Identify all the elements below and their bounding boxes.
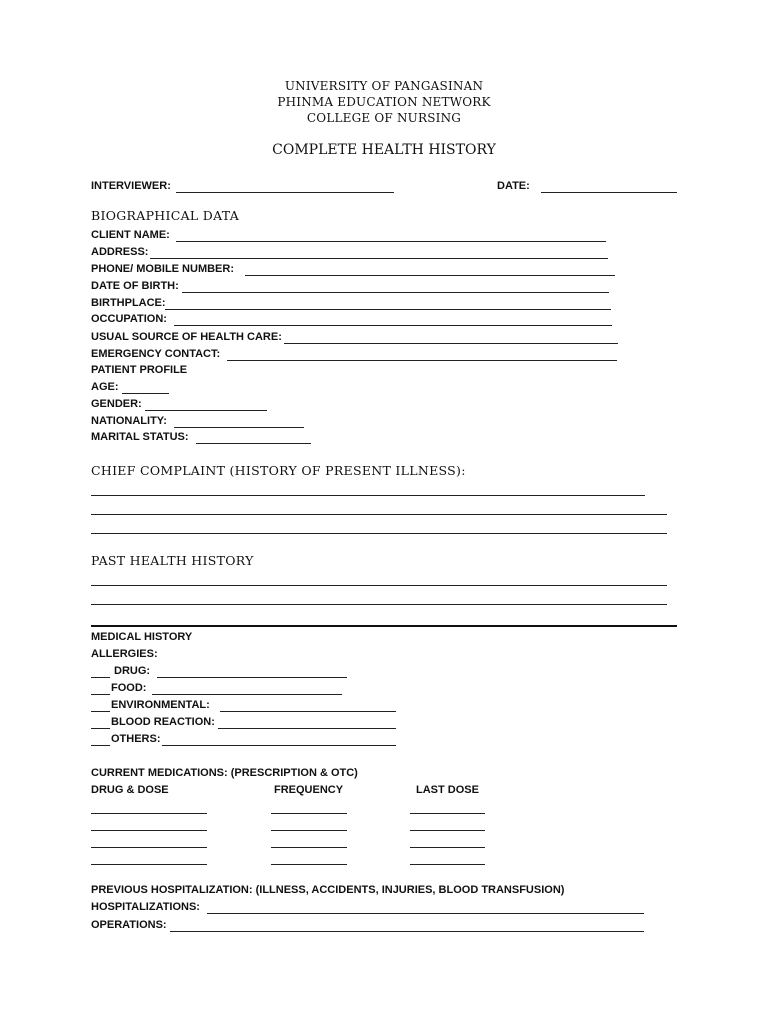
hospitalizations-field[interactable] bbox=[207, 913, 644, 914]
drug-allergy-field[interactable] bbox=[157, 677, 347, 678]
blood-reaction-label: BLOOD REACTION: bbox=[111, 716, 215, 728]
emergency-contact-field[interactable] bbox=[227, 360, 617, 361]
address-field[interactable] bbox=[150, 258, 608, 259]
blood-reaction-checkbox[interactable] bbox=[91, 728, 110, 729]
last-dose-field[interactable] bbox=[410, 847, 485, 848]
frequency-field[interactable] bbox=[271, 847, 347, 848]
client-name-label: CLIENT NAME: bbox=[91, 229, 170, 241]
date-field[interactable] bbox=[541, 192, 677, 193]
section-divider bbox=[91, 625, 677, 627]
drug-dose-field[interactable] bbox=[91, 864, 207, 865]
others-allergy-field[interactable] bbox=[162, 745, 396, 746]
phone-label: PHONE/ MOBILE NUMBER: bbox=[91, 263, 234, 275]
food-allergy-checkbox[interactable] bbox=[91, 694, 110, 695]
drug-dose-field[interactable] bbox=[91, 830, 207, 831]
birthplace-field[interactable] bbox=[165, 309, 611, 310]
nationality-label: NATIONALITY: bbox=[91, 415, 167, 427]
medical-history-label: MEDICAL HISTORY bbox=[91, 631, 193, 643]
phone-field[interactable] bbox=[245, 275, 615, 276]
network-name: PHINMA EDUCATION NETWORK bbox=[277, 95, 491, 109]
form-title: COMPLETE HEALTH HISTORY bbox=[272, 142, 496, 158]
frequency-field[interactable] bbox=[271, 813, 347, 814]
others-allergy-label: OTHERS: bbox=[111, 733, 161, 745]
past-health-heading: PAST HEALTH HISTORY bbox=[91, 553, 254, 568]
last-dose-field[interactable] bbox=[410, 864, 485, 865]
occupation-field[interactable] bbox=[174, 325, 612, 326]
environmental-allergy-checkbox[interactable] bbox=[91, 711, 110, 712]
drug-dose-field[interactable] bbox=[91, 813, 207, 814]
drug-allergy-label: DRUG: bbox=[114, 665, 151, 677]
marital-status-field[interactable] bbox=[196, 443, 311, 444]
food-allergy-label: FOOD: bbox=[111, 682, 147, 694]
emergency-contact-label: EMERGENCY CONTACT: bbox=[91, 348, 221, 360]
past-health-line[interactable] bbox=[91, 585, 667, 586]
last-dose-field[interactable] bbox=[410, 830, 485, 831]
last-dose-column-label: LAST DOSE bbox=[416, 784, 479, 796]
patient-profile-label: PATIENT PROFILE bbox=[91, 364, 188, 376]
hospitalizations-label: HOSPITALIZATIONS: bbox=[91, 901, 200, 913]
allergies-label: ALLERGIES: bbox=[91, 648, 158, 660]
drug-dose-field[interactable] bbox=[91, 847, 207, 848]
college-name: COLLEGE OF NURSING bbox=[306, 111, 462, 125]
occupation-label: OCCUPATION: bbox=[91, 313, 167, 325]
environmental-allergy-field[interactable] bbox=[220, 711, 396, 712]
others-allergy-checkbox[interactable] bbox=[91, 745, 110, 746]
frequency-field[interactable] bbox=[271, 830, 347, 831]
dob-label: DATE OF BIRTH: bbox=[91, 280, 179, 292]
drug-dose-column-label: DRUG & DOSE bbox=[91, 784, 169, 796]
past-health-line[interactable] bbox=[91, 604, 667, 605]
last-dose-field[interactable] bbox=[410, 813, 485, 814]
address-label: ADDRESS: bbox=[91, 246, 149, 258]
birthplace-label: BIRTHPLACE: bbox=[91, 297, 166, 309]
gender-field[interactable] bbox=[145, 410, 267, 411]
current-medications-label: CURRENT MEDICATIONS: (PRESCRIPTION & OTC) bbox=[91, 767, 358, 779]
marital-status-label: MARITAL STATUS: bbox=[91, 431, 189, 443]
client-name-field[interactable] bbox=[176, 241, 606, 242]
nationality-field[interactable] bbox=[174, 427, 304, 428]
biographical-heading: BIOGRAPHICAL DATA bbox=[91, 208, 240, 223]
interviewer-field[interactable] bbox=[176, 192, 394, 193]
frequency-column-label: FREQUENCY bbox=[274, 784, 344, 796]
blood-reaction-field[interactable] bbox=[218, 728, 396, 729]
age-field[interactable] bbox=[122, 393, 169, 394]
chief-complaint-line[interactable] bbox=[91, 533, 667, 534]
age-label: AGE: bbox=[91, 381, 119, 393]
chief-complaint-heading: CHIEF COMPLAINT (HISTORY OF PRESENT ILLNESS): bbox=[91, 463, 466, 478]
dob-field[interactable] bbox=[182, 292, 609, 293]
environmental-allergy-label: ENVIRONMENTAL: bbox=[111, 699, 210, 711]
date-label: DATE: bbox=[497, 180, 530, 192]
chief-complaint-line[interactable] bbox=[91, 514, 667, 515]
gender-label: GENDER: bbox=[91, 398, 142, 410]
food-allergy-field[interactable] bbox=[152, 694, 342, 695]
previous-hospitalization-label: PREVIOUS HOSPITALIZATION: (ILLNESS, ACCIDENTS, INJURIES, BLOOD TRANSFUSION) bbox=[91, 884, 565, 896]
frequency-field[interactable] bbox=[271, 864, 347, 865]
health-care-field[interactable] bbox=[284, 343, 618, 344]
university-name: UNIVERSITY OF PANGASINAN bbox=[284, 79, 484, 93]
operations-field[interactable] bbox=[170, 931, 644, 932]
operations-label: OPERATIONS: bbox=[91, 919, 167, 931]
interviewer-label: INTERVIEWER: bbox=[91, 180, 171, 192]
chief-complaint-line[interactable] bbox=[91, 495, 645, 496]
drug-allergy-checkbox[interactable] bbox=[91, 677, 110, 678]
health-care-label: USUAL SOURCE OF HEALTH CARE: bbox=[91, 331, 282, 343]
